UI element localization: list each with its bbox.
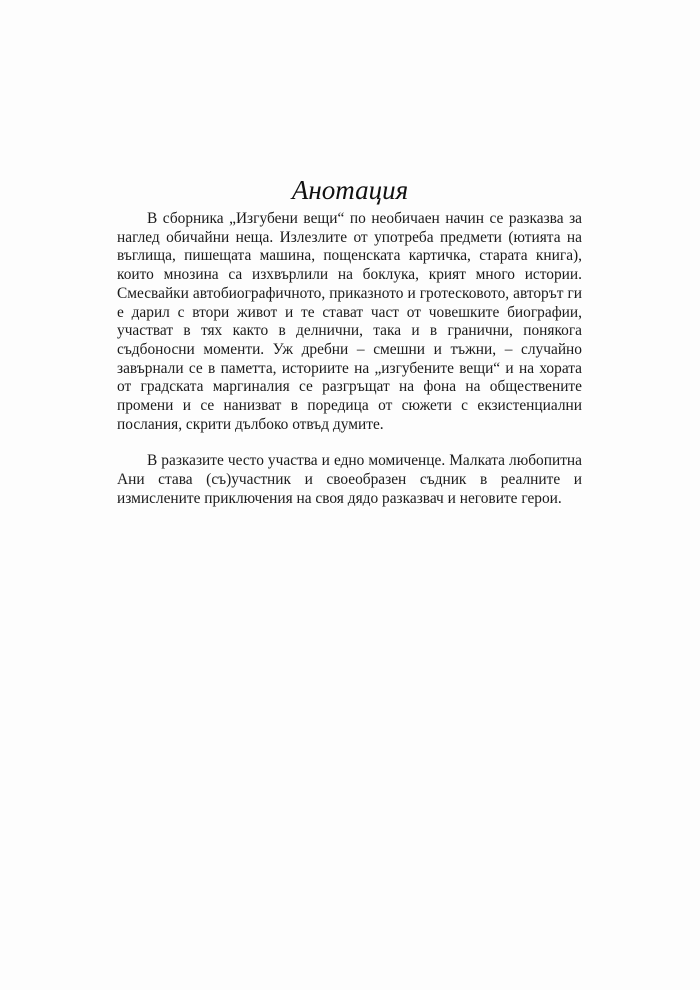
annotation-body xyxy=(117,210,582,509)
paragraph-2: В разказите често участва и едно момиченце. Малката любопитна Ани става (съ)участник и своеобразен съдник в реалните и измислените приключения на своя дядо разказвач и неговите герои. xyxy=(117,452,582,507)
paragraph-1: В сборника „Изгубени вещи“ по необичаен начин се разказва за наглед обичайни неща. Излезлите от употреба предмети (ютията на въглища, пишещата машина, пощенската картичка, старата книга), които мнозина са изхвърлили на боклука, крият много истории. Смесвайки автобиографичното, приказното и гротесковото, авторът ги е дарил с втори живот и те стават част от човешките биографии, участват в тях както в делнични, така и в гранични, понякога съдбоносни моменти. Уж дребни – смешни и тъжни, – случайно завърнали се в паметта, историите на „изгубените вещи“ и на хората от градската маргиналия се разгръщат на фона на обществените промени и се нанизват в поредица от сюжети с екзистенциални послания, скрити дълбоко отвъд думите. xyxy=(117,210,582,433)
page-title: Анотация xyxy=(291,175,409,205)
